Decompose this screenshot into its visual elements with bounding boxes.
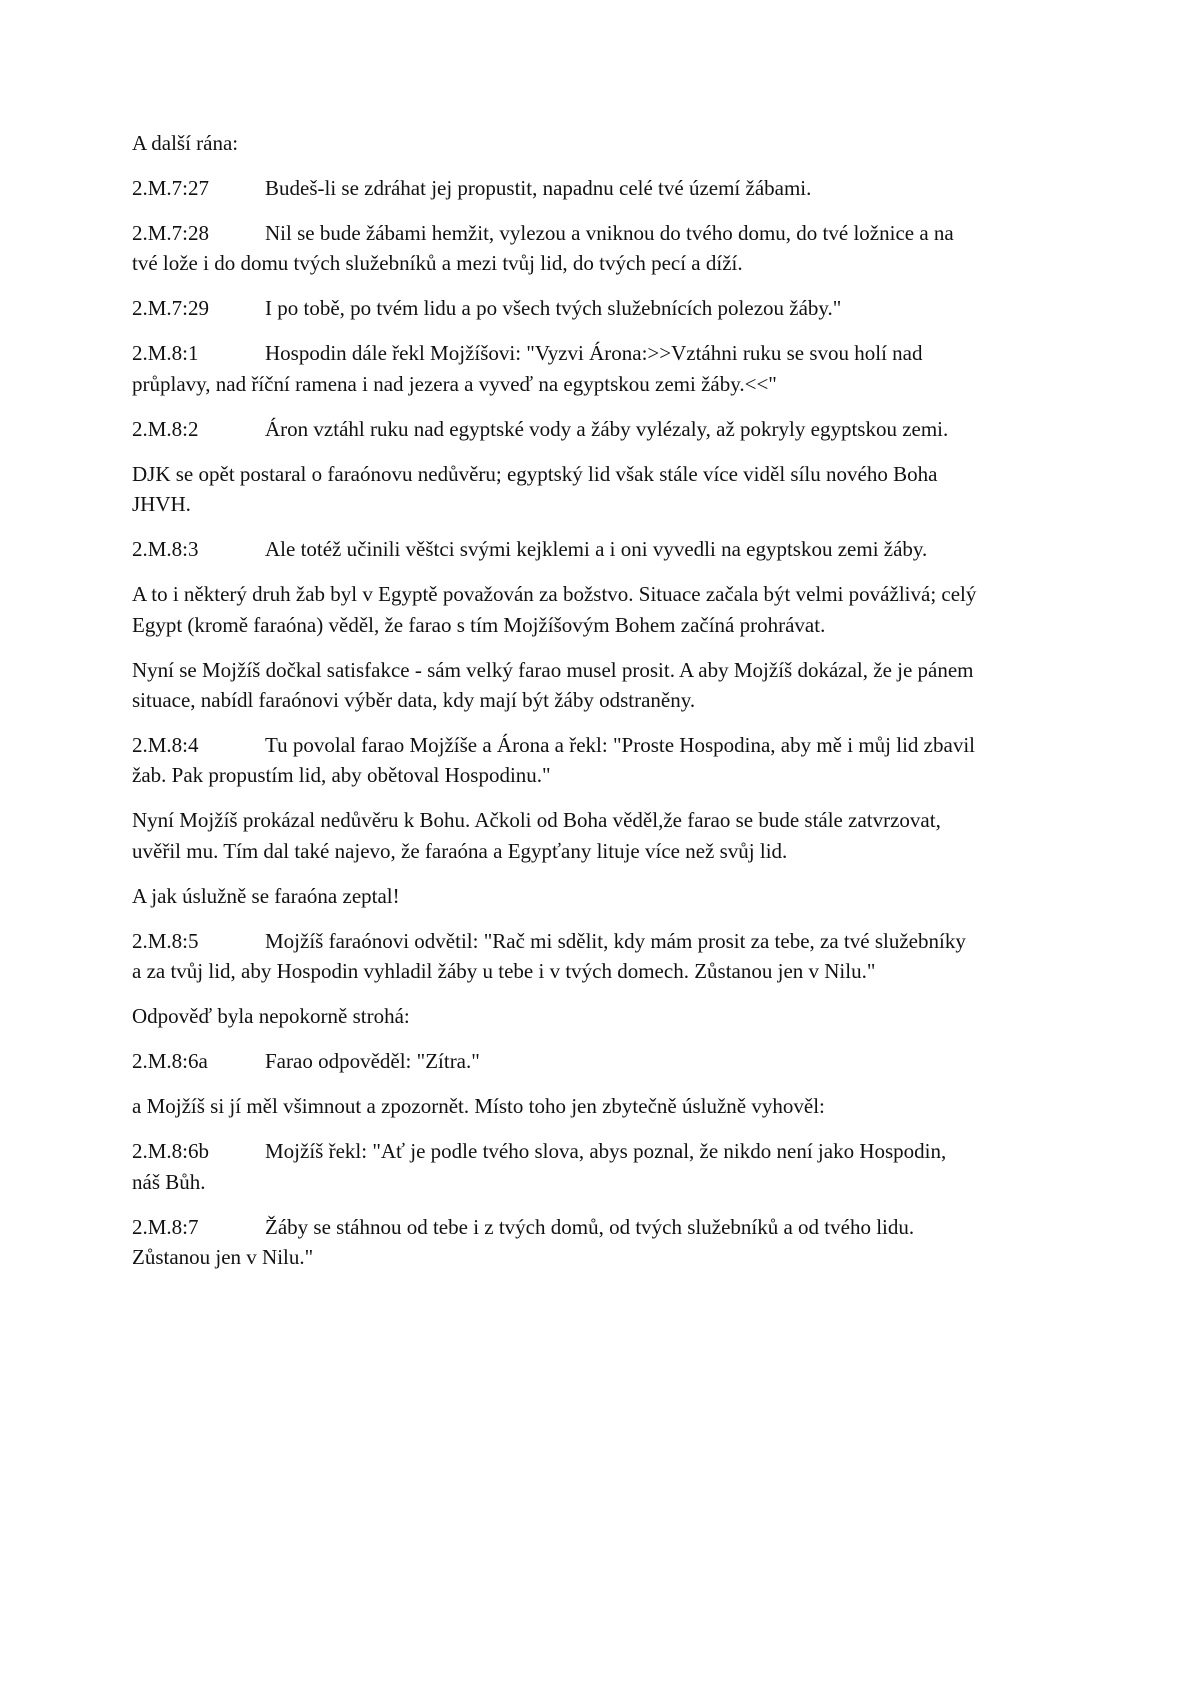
verse-reference: 2.M.7:29: [132, 296, 210, 321]
verse-paragraph: [132, 1212, 977, 1273]
verse-text: Budeš-li se zdráhat jej propustit, napadnu celé tvé území žábami.: [265, 176, 812, 200]
paragraph-text: A jak úslužně se faraóna zeptal!: [132, 883, 400, 908]
verse-paragraph: [132, 730, 977, 791]
verse-paragraph: [132, 293, 977, 323]
paragraph-text: Nyní Mojžíš prokázal nedůvěru k Bohu. Ačkoli od Boha věděl,že farao se bude stále zatvrzovat, uvěřil mu. Tím dal také najevo, že faraóna a Egypťany lituje více než svůj lid.: [132, 808, 941, 863]
verse-reference: 2.M.8:4: [132, 733, 199, 758]
paragraph: [132, 881, 977, 911]
verse-paragraph: [132, 1046, 977, 1076]
verse-paragraph: [132, 218, 977, 279]
paragraph: [132, 579, 977, 640]
document-page: [132, 128, 977, 1287]
verse-text: Mojžíš řekl: "Ať je podle tvého slova, abys poznal, že nikdo není jako Hospodin, náš Bůh.: [132, 1139, 947, 1194]
verse-reference: 2.M.8:6b: [132, 1139, 210, 1164]
paragraph-text: a Mojžíš si jí měl všimnout a zpozornět. Místo toho jen zbytečně úslužně vyhověl:: [132, 1094, 825, 1119]
verse-reference: 2.M.8:6a: [132, 1049, 208, 1074]
verse-text: Mojžíš faraónovi odvětil: "Rač mi sdělit, kdy mám prosit za tebe, za tvé služebníky a za tvůj lid, aby Hospodin vyhladil žáby u tebe i v tvých domech. Zůstanou jen v Nilu.": [132, 928, 966, 984]
verse-paragraph: [132, 414, 977, 444]
verse-reference: 2.M.8:1: [132, 341, 199, 366]
verse-text: Áron vztáhl ruku nad egyptské vody a žáby vylézaly, až pokryly egyptskou zemi.: [265, 416, 949, 441]
paragraph: [132, 1001, 977, 1031]
verse-paragraph: [132, 173, 977, 203]
verse-text: Farao odpověděl: "Zítra.": [265, 1049, 480, 1074]
verse-reference: 2.M.8:2: [132, 416, 199, 441]
paragraph-text: Odpověď byla nepokorně strohá:: [132, 1004, 410, 1029]
verse-reference: 2.M.8:7: [132, 1214, 199, 1239]
verse-text: Ale totéž učinili věštci svými kejklemi a i oni vyvedli na egyptskou zemi žáby.: [265, 537, 928, 562]
paragraph: [132, 1091, 977, 1121]
verse-reference: 2.M.8:5: [132, 928, 199, 953]
verse-text: Žáby se stáhnou od tebe i z tvých domů, od tvých služebníků a od tvého lidu. Zůstanou jen v Nilu.": [132, 1214, 915, 1270]
verse-paragraph: [132, 534, 977, 564]
verse-reference: 2.M.8:3: [132, 537, 199, 562]
verse-text: I po tobě, po tvém lidu a po všech tvých služebnících polezou žáby.": [265, 296, 842, 321]
paragraph: [132, 128, 977, 158]
paragraph: [132, 655, 977, 716]
verse-paragraph: [132, 1136, 977, 1197]
verse-reference: 2.M.7:28: [132, 221, 210, 245]
verse-text: Hospodin dále řekl Mojžíšovi: "Vyzvi Árona:>>Vztáhni ruku se svou holí nad průplavy, nad říční ramena i nad jezera a vyveď na egyptskou zemi žáby.<<": [132, 341, 923, 396]
paragraph-text: A to i některý druh žab byl v Egyptě považován za božstvo. Situace začala být velmi povážlivá; celý Egypt (kromě faraóna) věděl, že farao s tím Mojžíšovým Bohem začíná prohrávat.: [132, 582, 977, 637]
verse-text: Tu povolal farao Mojžíše a Árona a řekl: "Proste Hospodina, aby mě i můj lid zbavil žab. Pak propustím lid, aby obětoval Hospodinu.": [132, 733, 975, 788]
verse-paragraph: [132, 338, 977, 399]
verse-paragraph: [132, 926, 977, 987]
paragraph-text: A další rána:: [132, 131, 239, 155]
paragraph-text: DJK se opět postaral o faraónovu nedůvěru; egyptský lid však stále více viděl sílu nového Boha JHVH.: [132, 461, 938, 517]
paragraph: [132, 805, 977, 866]
paragraph: [132, 459, 977, 520]
verse-reference: 2.M.7:27: [132, 176, 210, 200]
verse-text: Nil se bude žábami hemžit, vylezou a vniknou do tvého domu, do tvé ložnice a na tvé lože i do domu tvých služebníků a mezi tvůj lid, do tvých pecí a díží.: [132, 221, 954, 276]
paragraph-text: Nyní se Mojžíš dočkal satisfakce - sám velký farao musel prosit. A aby Mojžíš dokázal, že je pánem situace, nabídl faraónovi výběr data, kdy mají být žáby odstraněny.: [132, 657, 974, 713]
